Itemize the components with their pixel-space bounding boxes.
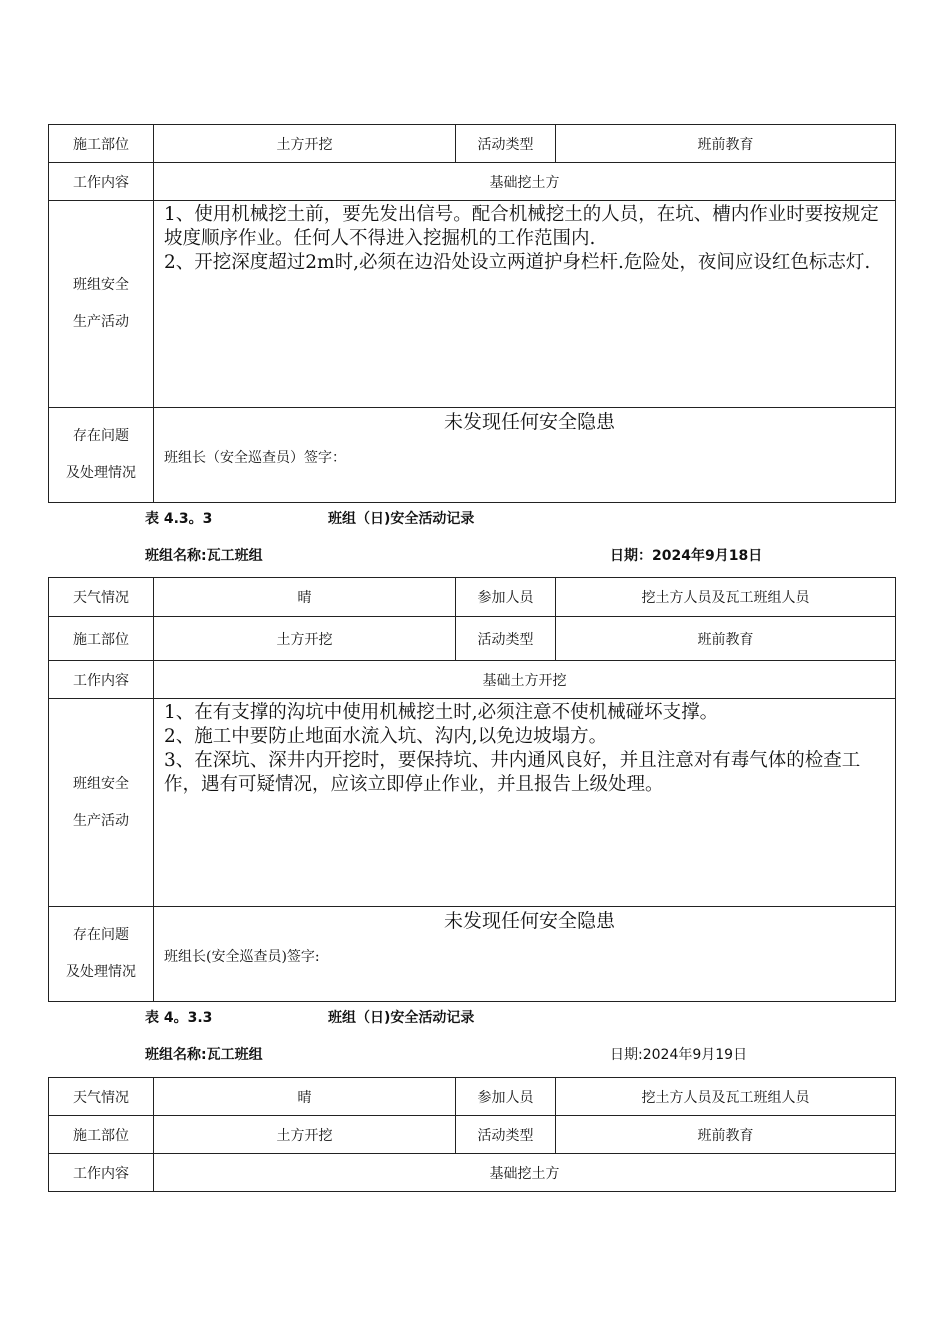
- label-activity-type: 活动类型: [456, 125, 556, 163]
- label-participants: 参加人员: [456, 1078, 556, 1116]
- value-activity-type: 班前教育: [556, 617, 896, 661]
- label-participants: 参加人员: [456, 578, 556, 617]
- value-participants: 挖土方人员及瓦工班组人员: [556, 578, 896, 617]
- team-name: 班组名称:瓦工班组: [145, 548, 263, 564]
- safety-item: 3、在深坑、深井内开挖时，要保持坑、井内通风良好，并且注意对有毒气体的检查工作，遇有可疑情况，应该立即停止作业，并且报告上级处理。: [164, 750, 861, 795]
- label-issues-line1: 存在问题: [73, 428, 129, 444]
- label-work-content: 工作内容: [49, 1154, 154, 1192]
- label-safety-activity-line2: 生产活动: [73, 812, 129, 829]
- record-date: 日期：2024年9月18日: [610, 548, 763, 564]
- value-work-content: 基础土方开挖: [154, 661, 896, 699]
- label-site: 施工部位: [49, 617, 154, 661]
- value-site: 土方开挖: [154, 125, 456, 163]
- record-table-2: [48, 577, 896, 1002]
- safety-activity-content: [154, 699, 896, 907]
- label-site: 施工部位: [49, 125, 154, 163]
- label-issues-line2: 及处理情况: [66, 964, 136, 980]
- safety-activity-content: [154, 201, 896, 408]
- label-weather: 天气情况: [49, 1078, 154, 1116]
- team-name: 班组名称:瓦工班组: [145, 1047, 263, 1063]
- value-activity-type: 班前教育: [556, 125, 896, 163]
- value-site: 土方开挖: [154, 617, 456, 661]
- label-issues: [49, 907, 154, 1002]
- value-site: 土方开挖: [154, 1116, 456, 1154]
- table-title: 班组（日)安全活动记录: [328, 511, 475, 527]
- issue-status: 未发现任何安全隐患: [443, 411, 615, 433]
- label-issues-line2: 及处理情况: [66, 465, 136, 481]
- safety-item: 1、使用机械挖土前，要先发出信号。配合机械挖土的人员，在坑、槽内作业时要按规定坡度顺序作业。任何人不得进入挖掘机的工作范围内.: [164, 204, 879, 249]
- issues-content: [154, 907, 896, 1002]
- table-title: 班组（日)安全活动记录: [328, 1010, 475, 1026]
- label-issues-line1: 存在问题: [73, 927, 129, 943]
- label-activity-type: 活动类型: [456, 1116, 556, 1154]
- label-safety-activity-line1: 班组安全: [73, 775, 129, 792]
- label-safety-activity: [49, 699, 154, 907]
- record-table-3: [48, 1077, 896, 1192]
- label-issues: [49, 408, 154, 503]
- issue-status: 未发现任何安全隐患: [443, 910, 615, 932]
- label-safety-activity: [49, 201, 154, 408]
- safety-item: 2、施工中要防止地面水流入坑、沟内,以免边坡塌方。: [164, 726, 608, 747]
- label-activity-type: 活动类型: [456, 617, 556, 661]
- label-safety-activity-line2: 生产活动: [73, 314, 129, 330]
- value-work-content: 基础挖土方: [154, 1154, 896, 1192]
- issues-content: [154, 408, 896, 503]
- safety-item: 2、开挖深度超过2m时,必须在边沿处设立两道护身栏杆.危险处，夜间应设红色标志灯.: [164, 252, 871, 273]
- value-participants: 挖土方人员及瓦工班组人员: [556, 1078, 896, 1116]
- record-table-1: [48, 124, 896, 503]
- record-date: 日期:2024年9月19日: [610, 1047, 748, 1063]
- safety-item: 1、在有支撑的沟坑中使用机械挖土时,必须注意不使机械碰坏支撑。: [164, 702, 719, 723]
- label-weather: 天气情况: [49, 578, 154, 617]
- leader-signature: 班组长（安全巡查员）签字：: [164, 450, 346, 466]
- value-weather: 晴: [154, 1078, 456, 1116]
- table-number: 表 4。3.3: [145, 1010, 213, 1026]
- label-work-content: 工作内容: [49, 661, 154, 699]
- value-weather: 晴: [154, 578, 456, 617]
- table-number: 表 4.3。3: [145, 511, 213, 527]
- label-work-content: 工作内容: [49, 163, 154, 201]
- leader-signature: 班组长(安全巡查员)签字:: [164, 949, 320, 965]
- label-site: 施工部位: [49, 1116, 154, 1154]
- value-work-content: 基础挖土方: [154, 163, 896, 201]
- label-safety-activity-line1: 班组安全: [73, 277, 129, 293]
- value-activity-type: 班前教育: [556, 1116, 896, 1154]
